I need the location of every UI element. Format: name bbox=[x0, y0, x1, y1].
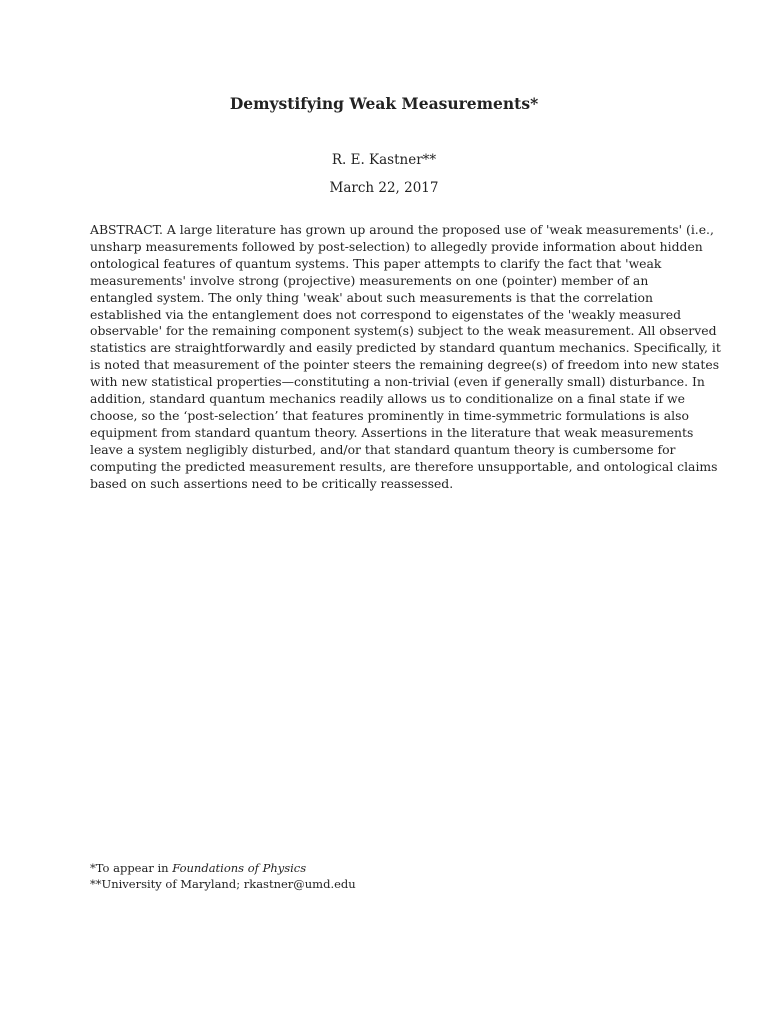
abstract-line: equipment from standard quantum theory. Assertions in the literature that weak measurements bbox=[90, 424, 694, 440]
journal-name: Foundations of Physics bbox=[172, 861, 307, 875]
abstract-line: established via the entanglement does not correspond to eigenstates of the 'weakly measured bbox=[90, 306, 682, 322]
abstract-line: leave a system negligibly disturbed, and/or that standard quantum theory is cumbersome for bbox=[90, 441, 676, 457]
footnote-prefix: *To appear in bbox=[90, 861, 173, 875]
abstract-line: measurements' involve strong (projective) measurements on one (pointer) member of an bbox=[90, 272, 649, 288]
footnotes bbox=[90, 860, 690, 892]
author-name: R. E. Kastner** bbox=[331, 152, 437, 168]
abstract bbox=[90, 222, 721, 493]
abstract-line: ontological features of quantum systems. This paper attempts to clarify the fact that 'weak bbox=[90, 255, 662, 271]
abstract-line: addition, standard quantum mechanics readily allows us to conditionalize on a final state if we bbox=[90, 391, 685, 407]
abstract-line: choose, so the ‘post-selection’ that features prominently in time-symmetric formulations is also bbox=[90, 407, 689, 423]
abstract-line: entangled system. The only thing 'weak' about such measurements is that the correlation bbox=[90, 289, 653, 305]
abstract-line: observable' for the remaining component system(s) subject to the weak measurement. All observed bbox=[90, 323, 717, 339]
abstract-line: with new statistical properties—constituting a non-trivial (even if generally small) disturbance. In bbox=[90, 374, 705, 390]
footnote-affiliation: **University of Maryland; rkastner@umd.edu bbox=[90, 877, 356, 891]
abstract-line: is noted that measurement of the pointer steers the remaining degree(s) of freedom into new states bbox=[90, 357, 720, 373]
paper-title: Demystifying Weak Measurements* bbox=[229, 94, 539, 113]
abstract-line: based on such assertions need to be critically reassessed. bbox=[90, 475, 454, 491]
abstract-line: ABSTRACT. A large literature has grown up around the proposed use of 'weak measurements' (i.e., bbox=[90, 222, 714, 237]
publication-date: March 22, 2017 bbox=[329, 180, 439, 196]
abstract-line: unsharp measurements followed by post-selection) to allegedly provide information about hidden bbox=[90, 238, 703, 254]
abstract-line: computing the predicted measurement results, are therefore unsupportable, and ontological claims bbox=[90, 458, 718, 474]
footnote-publication bbox=[90, 860, 690, 876]
abstract-line: statistics are straightforwardly and easily predicted by standard quantum mechanics. Specifically, it bbox=[90, 340, 721, 356]
